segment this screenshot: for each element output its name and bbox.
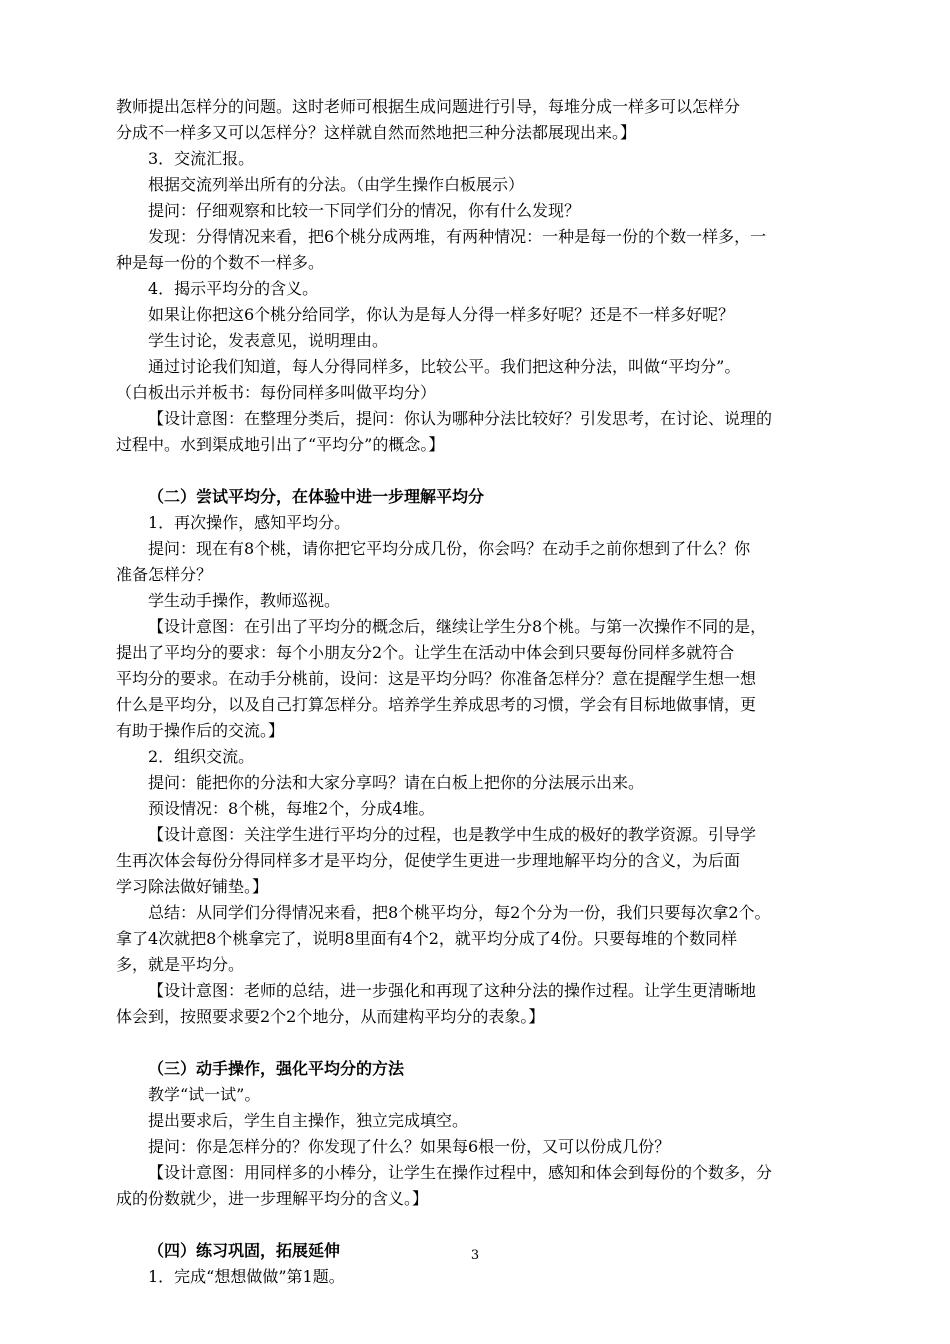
text-line: 【设计意图：关注学生进行平均分的过程，也是教学中生成的极好的教学资源。引导学 bbox=[148, 825, 757, 844]
section-heading: （四）练习巩固，拓展延伸 bbox=[148, 1241, 341, 1260]
text-line: 多，就是平均分。 bbox=[116, 955, 245, 974]
section-heading: （三）动手操作，强化平均分的方法 bbox=[148, 1059, 405, 1078]
text-line: 体会到，按照要求要2个2个地分，从而建构平均分的表象。】 bbox=[116, 1007, 545, 1026]
text-line: 提问：仔细观察和比较一下同学们分的情况，你有什么发现？ bbox=[148, 201, 581, 220]
text-line: 种是每一份的个数不一样多。 bbox=[116, 253, 325, 272]
text-line: 通过讨论我们知道，每人分得同样多，比较公平。我们把这种分法，叫做“平均分”。 bbox=[148, 357, 741, 376]
text-line: 预设情况：8个桃，每堆2个，分成4堆。 bbox=[148, 799, 435, 818]
text-line: 生再次体会每份分得同样多才是平均分，促使学生更进一步理地解平均分的含义，为后面 bbox=[116, 851, 741, 870]
text-line: 【设计意图：在整理分类后，提问：你认为哪种分法比较好？引发思考，在讨论、说理的 bbox=[148, 409, 773, 428]
text-line: 根据交流列举出所有的分法。（由学生操作白板展示） bbox=[148, 175, 525, 194]
text-line: 如果让你把这6个桃分给同学，你认为是每人分得一样多好呢？还是不一样多好呢？ bbox=[148, 305, 735, 324]
text-line: 教学“试一试”。 bbox=[148, 1085, 261, 1104]
text-line: 提问：能把你的分法和大家分享吗？请在白板上把你的分法展示出来。 bbox=[148, 773, 645, 792]
text-line: 【设计意图：在引出了平均分的概念后，继续让学生分8个桃。与第一次操作不同的是， bbox=[148, 617, 767, 636]
text-line: 提问：现在有8个桃，请你把它平均分成几份，你会吗？在动手之前你想到了什么？你 bbox=[148, 539, 751, 558]
text-line: 什么是平均分，以及自己打算怎样分。培养学生养成思考的习惯，学会有目标地做事情，更 bbox=[116, 695, 757, 714]
text-line: 教师提出怎样分的问题。这时老师可根据生成问题进行引导，每堆分成一样多可以怎样分 bbox=[116, 97, 741, 116]
text-line: 有助于操作后的交流。】 bbox=[116, 721, 285, 740]
text-line: 成的份数就少，进一步理解平均分的含义。】 bbox=[116, 1189, 429, 1208]
text-line: 拿了4次就把8个桃拿完了，说明8里面有4个2，就平均分成了4份。只要每堆的个数同样 bbox=[116, 929, 738, 948]
text-line: 过程中。水到渠成地引出了“平均分”的概念。】 bbox=[116, 435, 445, 454]
text-line: 4．揭示平均分的含义。 bbox=[148, 279, 319, 298]
text-line: 准备怎样分？ bbox=[116, 565, 213, 584]
text-line: 学生讨论，发表意见，说明理由。 bbox=[148, 331, 389, 350]
text-line: 平均分的要求。在动手分桃前，设问：这是平均分吗？你准备怎样分？意在提醒学生想一想 bbox=[116, 669, 757, 688]
text-line: 提问：你是怎样分的？你发现了什么？如果每6根一份，又可以份成几份？ bbox=[148, 1137, 671, 1156]
text-line: 3．交流汇报。 bbox=[148, 149, 255, 168]
text-line: 【设计意图：用同样多的小棒分，让学生在操作过程中，感知和体会到每份的个数多，分 bbox=[148, 1163, 773, 1182]
text-line: （白板出示并板书：每份同样多叫做平均分） bbox=[116, 383, 437, 402]
page-number: 3 bbox=[470, 1248, 480, 1263]
text-line: 发现：分得情况来看，把6个桃分成两堆，有两种情况：一种是每一份的个数一样多，一 bbox=[148, 227, 767, 246]
text-line: 分成不一样多又可以怎样分？这样就自然而然地把三种分法都展现出来。】 bbox=[116, 123, 637, 142]
text-line: 学习除法做好铺垫。】 bbox=[116, 877, 269, 896]
text-line: 总结：从同学们分得情况来看，把8个桃平均分，每2个分为一份，我们只要每次拿2个。 bbox=[148, 903, 771, 922]
text-line: 提出要求后，学生自主操作，独立完成填空。 bbox=[148, 1111, 469, 1130]
text-line: 【设计意图：老师的总结，进一步强化和再现了这种分法的操作过程。让学生更清晰地 bbox=[148, 981, 757, 1000]
section-heading: （二）尝试平均分，在体验中进一步理解平均分 bbox=[148, 487, 485, 506]
text-line: 提出了平均分的要求：每个小朋友分2个。让学生在活动中体会到只要每份同样多就符合 bbox=[116, 643, 735, 662]
text-line: 1．再次操作，感知平均分。 bbox=[148, 513, 351, 532]
text-line: 2．组织交流。 bbox=[148, 747, 255, 766]
text-line: 学生动手操作，教师巡视。 bbox=[148, 591, 341, 610]
document-body bbox=[116, 94, 862, 1290]
text-line: 1．完成“想想做做”第1题。 bbox=[148, 1267, 345, 1286]
